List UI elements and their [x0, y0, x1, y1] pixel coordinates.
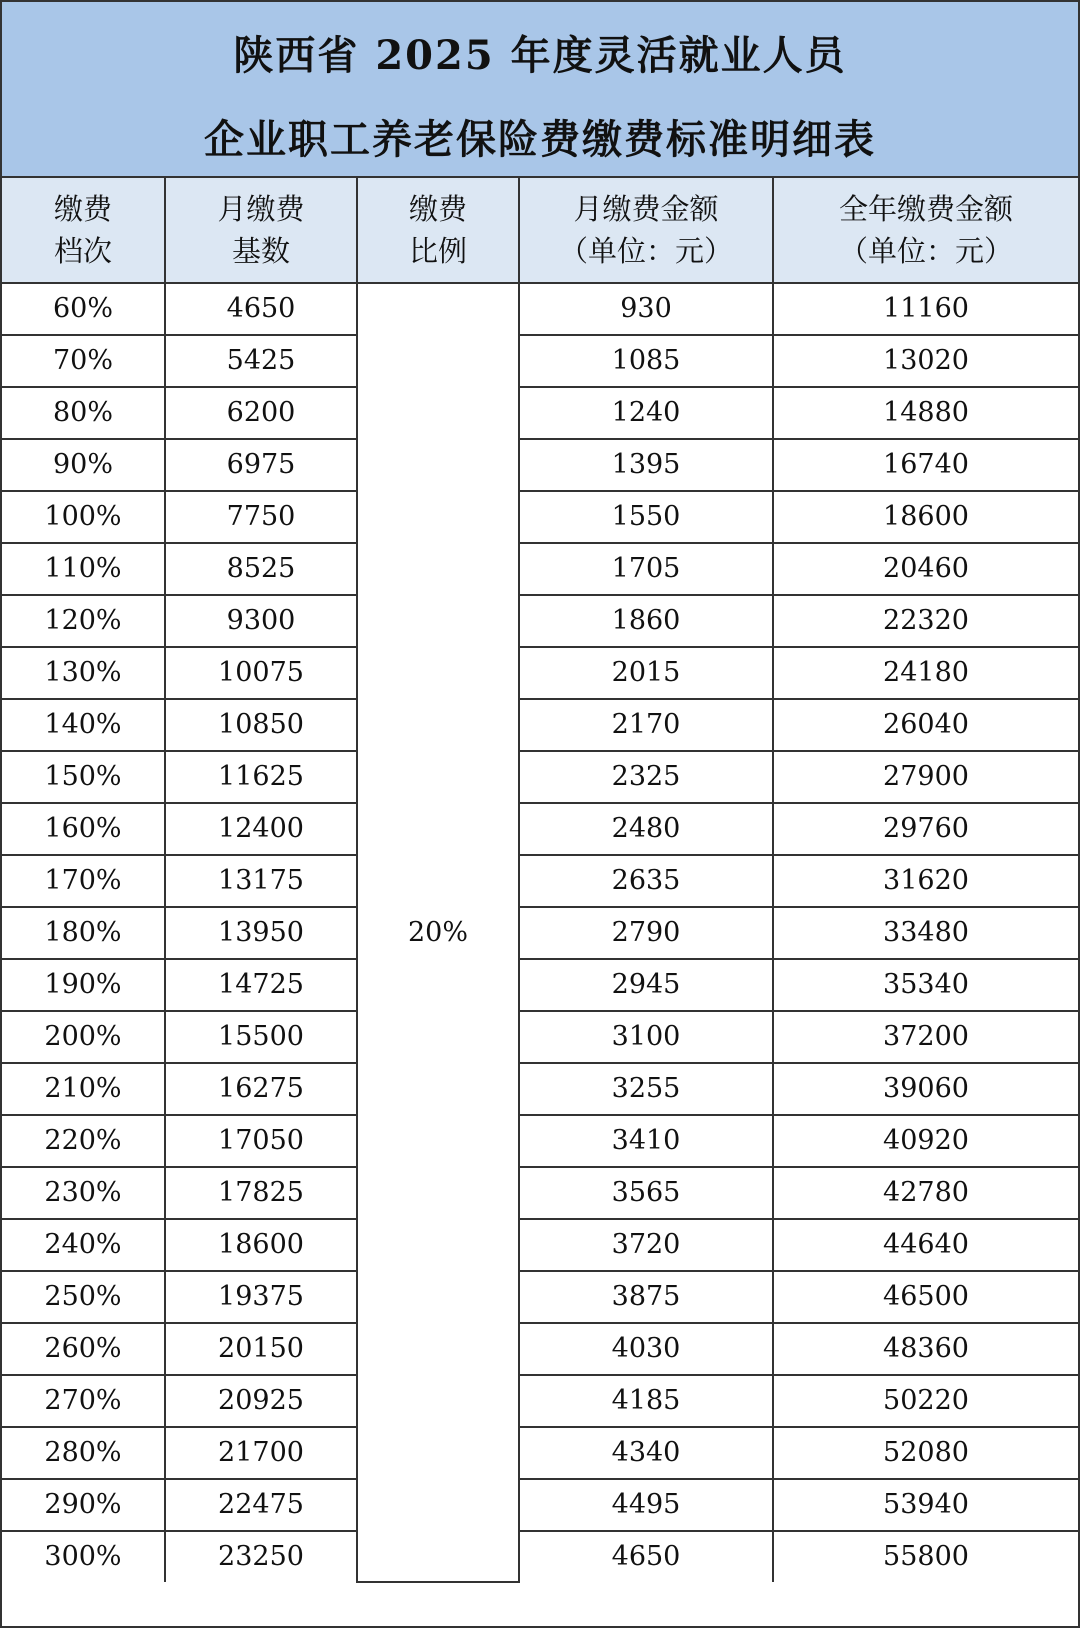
cell-base: 23250 [165, 1531, 357, 1582]
cell-grade: 120% [2, 595, 165, 647]
table-row [2, 1167, 1078, 1219]
cell-annual: 55800 [773, 1531, 1078, 1582]
table-row [2, 751, 1078, 803]
cell-base: 6200 [165, 387, 357, 439]
contribution-table [2, 178, 1078, 1583]
cell-monthly: 2635 [519, 855, 773, 907]
table-row [2, 283, 1078, 335]
cell-base: 16275 [165, 1063, 357, 1115]
cell-grade: 70% [2, 335, 165, 387]
cell-annual: 46500 [773, 1271, 1078, 1323]
cell-grade: 80% [2, 387, 165, 439]
cell-monthly: 2015 [519, 647, 773, 699]
cell-base: 14725 [165, 959, 357, 1011]
cell-grade: 300% [2, 1531, 165, 1582]
cell-annual: 39060 [773, 1063, 1078, 1115]
cell-base: 21700 [165, 1427, 357, 1479]
table-row [2, 647, 1078, 699]
table-row [2, 1479, 1078, 1531]
cell-annual: 14880 [773, 387, 1078, 439]
cell-monthly: 1705 [519, 543, 773, 595]
cell-annual: 52080 [773, 1427, 1078, 1479]
column-header-rate: 缴费 比例 [357, 178, 519, 283]
table-row [2, 1219, 1078, 1271]
cell-annual: 18600 [773, 491, 1078, 543]
cell-monthly: 2170 [519, 699, 773, 751]
cell-base: 13950 [165, 907, 357, 959]
cell-monthly: 3100 [519, 1011, 773, 1063]
cell-grade: 90% [2, 439, 165, 491]
cell-annual: 48360 [773, 1323, 1078, 1375]
cell-annual: 37200 [773, 1011, 1078, 1063]
cell-monthly: 1550 [519, 491, 773, 543]
cell-grade: 290% [2, 1479, 165, 1531]
table-row [2, 595, 1078, 647]
table-row [2, 1115, 1078, 1167]
cell-grade: 190% [2, 959, 165, 1011]
cell-annual: 27900 [773, 751, 1078, 803]
title-banner [2, 2, 1078, 178]
table-row [2, 1375, 1078, 1427]
table-row [2, 491, 1078, 543]
cell-monthly: 2325 [519, 751, 773, 803]
cell-grade: 240% [2, 1219, 165, 1271]
cell-monthly: 2790 [519, 907, 773, 959]
cell-monthly: 4030 [519, 1323, 773, 1375]
cell-base: 9300 [165, 595, 357, 647]
cell-monthly: 1395 [519, 439, 773, 491]
cell-base: 7750 [165, 491, 357, 543]
title-line-1: 陕西省 2025 年度灵活就业人员 [233, 32, 847, 79]
cell-grade: 280% [2, 1427, 165, 1479]
cell-annual: 42780 [773, 1167, 1078, 1219]
cell-annual: 53940 [773, 1479, 1078, 1531]
cell-monthly: 3255 [519, 1063, 773, 1115]
table-body [2, 283, 1078, 1582]
cell-base: 19375 [165, 1271, 357, 1323]
cell-grade: 100% [2, 491, 165, 543]
cell-base: 4650 [165, 283, 357, 335]
cell-annual: 24180 [773, 647, 1078, 699]
cell-base: 15500 [165, 1011, 357, 1063]
table-row [2, 1531, 1078, 1582]
cell-grade: 160% [2, 803, 165, 855]
cell-base: 13175 [165, 855, 357, 907]
cell-base: 20925 [165, 1375, 357, 1427]
column-header-grade: 缴费 档次 [2, 178, 165, 283]
cell-base: 5425 [165, 335, 357, 387]
cell-monthly: 3410 [519, 1115, 773, 1167]
cell-annual: 31620 [773, 855, 1078, 907]
cell-monthly: 4495 [519, 1479, 773, 1531]
cell-grade: 60% [2, 283, 165, 335]
cell-monthly: 2945 [519, 959, 773, 1011]
cell-grade: 250% [2, 1271, 165, 1323]
cell-rate: 20% [357, 283, 519, 1582]
column-header-base: 月缴费 基数 [165, 178, 357, 283]
column-header-annual: 全年缴费金额 （单位：元） [773, 178, 1078, 283]
cell-base: 10075 [165, 647, 357, 699]
cell-grade: 140% [2, 699, 165, 751]
table-row [2, 335, 1078, 387]
cell-grade: 110% [2, 543, 165, 595]
column-header-monthly: 月缴费金额 （单位：元） [519, 178, 773, 283]
cell-monthly: 3875 [519, 1271, 773, 1323]
cell-base: 6975 [165, 439, 357, 491]
cell-base: 12400 [165, 803, 357, 855]
cell-grade: 150% [2, 751, 165, 803]
cell-base: 17825 [165, 1167, 357, 1219]
cell-monthly: 1860 [519, 595, 773, 647]
cell-annual: 40920 [773, 1115, 1078, 1167]
cell-base: 20150 [165, 1323, 357, 1375]
cell-annual: 35340 [773, 959, 1078, 1011]
cell-monthly: 4340 [519, 1427, 773, 1479]
cell-monthly: 4650 [519, 1531, 773, 1582]
cell-base: 11625 [165, 751, 357, 803]
table-row [2, 959, 1078, 1011]
table-row [2, 1271, 1078, 1323]
table-row [2, 1063, 1078, 1115]
table-row [2, 1011, 1078, 1063]
table-row [2, 855, 1078, 907]
table-row [2, 907, 1078, 959]
cell-annual: 11160 [773, 283, 1078, 335]
table-row [2, 1427, 1078, 1479]
cell-monthly: 2480 [519, 803, 773, 855]
cell-annual: 44640 [773, 1219, 1078, 1271]
cell-monthly: 1085 [519, 335, 773, 387]
cell-annual: 20460 [773, 543, 1078, 595]
cell-monthly: 4185 [519, 1375, 773, 1427]
table-row [2, 1323, 1078, 1375]
cell-grade: 270% [2, 1375, 165, 1427]
cell-annual: 33480 [773, 907, 1078, 959]
table-row [2, 387, 1078, 439]
cell-grade: 210% [2, 1063, 165, 1115]
cell-monthly: 3565 [519, 1167, 773, 1219]
cell-annual: 22320 [773, 595, 1078, 647]
cell-grade: 170% [2, 855, 165, 907]
table-row [2, 699, 1078, 751]
cell-monthly: 930 [519, 283, 773, 335]
cell-annual: 13020 [773, 335, 1078, 387]
cell-base: 18600 [165, 1219, 357, 1271]
table-row [2, 803, 1078, 855]
cell-base: 22475 [165, 1479, 357, 1531]
cell-grade: 260% [2, 1323, 165, 1375]
cell-grade: 180% [2, 907, 165, 959]
table-row [2, 439, 1078, 491]
cell-monthly: 3720 [519, 1219, 773, 1271]
cell-monthly: 1240 [519, 387, 773, 439]
cell-grade: 200% [2, 1011, 165, 1063]
cell-base: 8525 [165, 543, 357, 595]
title-line-2: 企业职工养老保险费缴费标准明细表 [204, 116, 876, 163]
cell-annual: 50220 [773, 1375, 1078, 1427]
cell-grade: 220% [2, 1115, 165, 1167]
cell-grade: 130% [2, 647, 165, 699]
table-row [2, 543, 1078, 595]
cell-grade: 230% [2, 1167, 165, 1219]
cell-annual: 16740 [773, 439, 1078, 491]
cell-annual: 29760 [773, 803, 1078, 855]
cell-base: 17050 [165, 1115, 357, 1167]
cell-annual: 26040 [773, 699, 1078, 751]
header-row [2, 178, 1078, 283]
cell-base: 10850 [165, 699, 357, 751]
